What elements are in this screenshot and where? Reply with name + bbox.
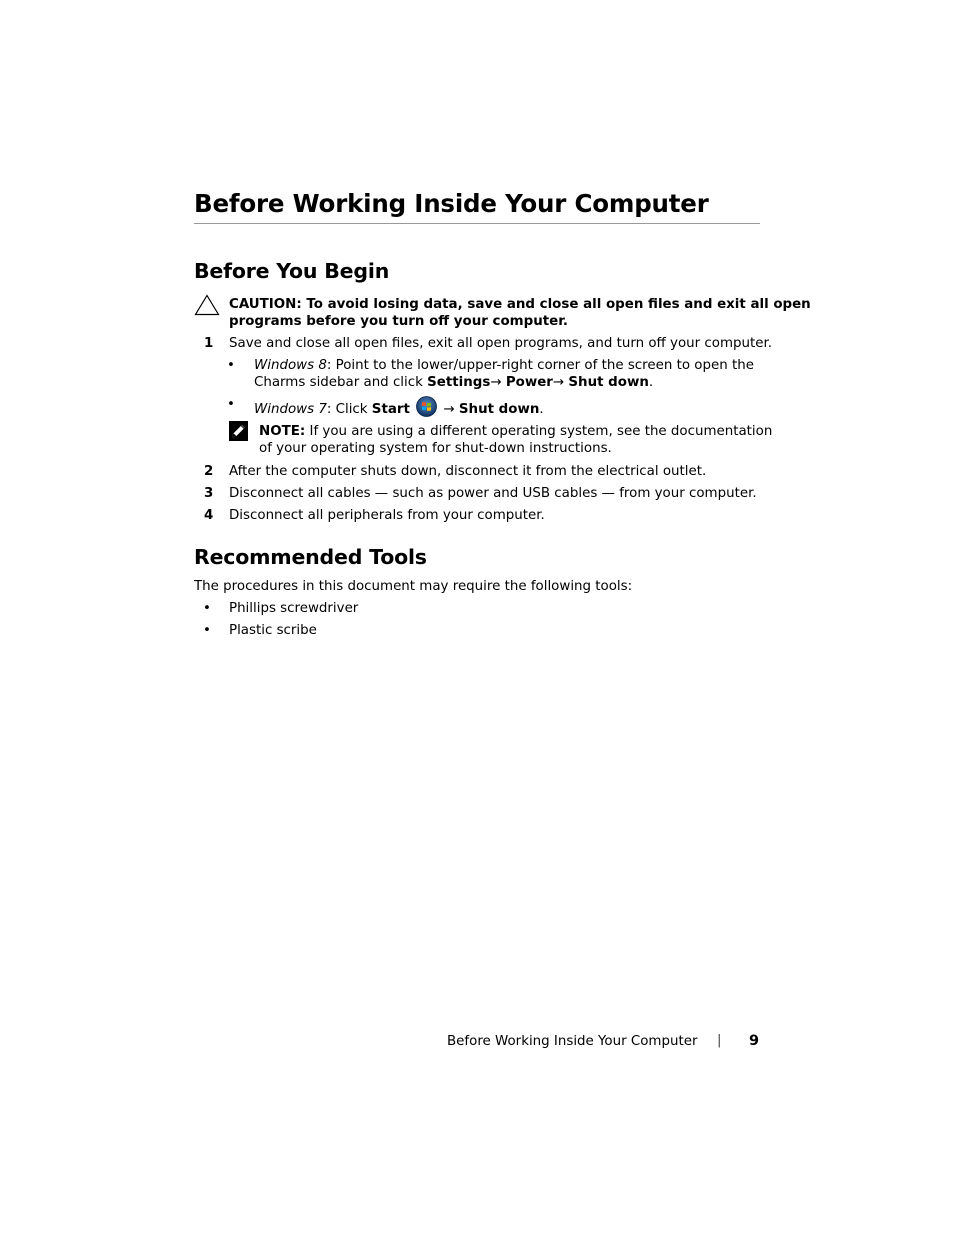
win8-arrow-2: → — [552, 375, 569, 390]
win7-start: Start — [371, 402, 410, 417]
chapter-title-rule — [194, 223, 760, 224]
win8-period: . — [648, 375, 654, 390]
note-pencil-icon — [229, 421, 248, 441]
tool-bullet: • — [203, 623, 211, 638]
win8-power: Power — [505, 375, 553, 390]
note-label: NOTE: — [259, 424, 306, 439]
step-number-3: 3 — [204, 486, 214, 501]
tool-item: Phillips screwdriver — [229, 601, 359, 616]
win7-os-name: Windows 7 — [254, 402, 327, 417]
tool-item: Plastic scribe — [229, 623, 317, 638]
win8-line-1: : Point to the lower/upper-right corner of the screen to open the — [326, 358, 754, 373]
step-number-2: 2 — [204, 464, 214, 479]
note-line-2: of your operating system for shut-down instructions. — [259, 441, 612, 456]
step-text-4: Disconnect all peripherals from your computer. — [229, 508, 545, 523]
caution-text — [229, 296, 811, 330]
footer-chapter-title: Before Working Inside Your Computer — [447, 1034, 698, 1049]
chapter-title: Before Working Inside Your Computer — [194, 189, 709, 218]
section-heading-recommended-tools: Recommended Tools — [194, 545, 427, 569]
caution-line-1: To avoid losing data, save and close all open files and exit all open — [306, 297, 811, 312]
step-text-3: Disconnect all cables — such as power and USB cables — from your computer. — [229, 486, 757, 501]
footer-separator: | — [717, 1033, 722, 1048]
footer-page-number: 9 — [749, 1033, 760, 1049]
step-number-4: 4 — [204, 508, 214, 523]
bullet-win7: • — [227, 397, 235, 412]
win7-shut-down: Shut down — [458, 402, 540, 417]
tool-bullet: • — [203, 601, 211, 616]
section-heading-before-you-begin: Before You Begin — [194, 259, 390, 283]
win8-line-2-prefix: Charms sidebar and click — [254, 375, 428, 390]
caution-label: CAUTION: — [229, 297, 302, 312]
bullet-win8: • — [227, 358, 235, 373]
win7-period: . — [539, 402, 544, 417]
win8-shut-down: Shut down — [568, 375, 649, 390]
win7-instruction — [254, 396, 544, 418]
step-text-2: After the computer shuts down, disconnect it from the electrical outlet. — [229, 464, 707, 479]
windows-start-orb-icon — [416, 396, 437, 417]
win8-settings: Settings — [427, 375, 491, 390]
step-text-1: Save and close all open files, exit all open programs, and turn off your computer. — [229, 336, 773, 351]
tools-intro: The procedures in this document may require the following tools: — [194, 579, 633, 594]
win8-arrow-1: → — [490, 375, 506, 390]
note-line-1: If you are using a different operating system, see the documentation — [305, 424, 773, 439]
caution-triangle-icon — [194, 294, 220, 316]
step-number-1: 1 — [204, 336, 214, 351]
win8-instruction — [254, 357, 754, 391]
note-text — [259, 423, 772, 457]
win8-os-name: Windows 8 — [254, 358, 327, 373]
win7-arrow: → — [443, 402, 459, 417]
win7-mid: : Click — [326, 402, 372, 417]
caution-line-2: programs before you turn off your computer. — [229, 314, 569, 329]
